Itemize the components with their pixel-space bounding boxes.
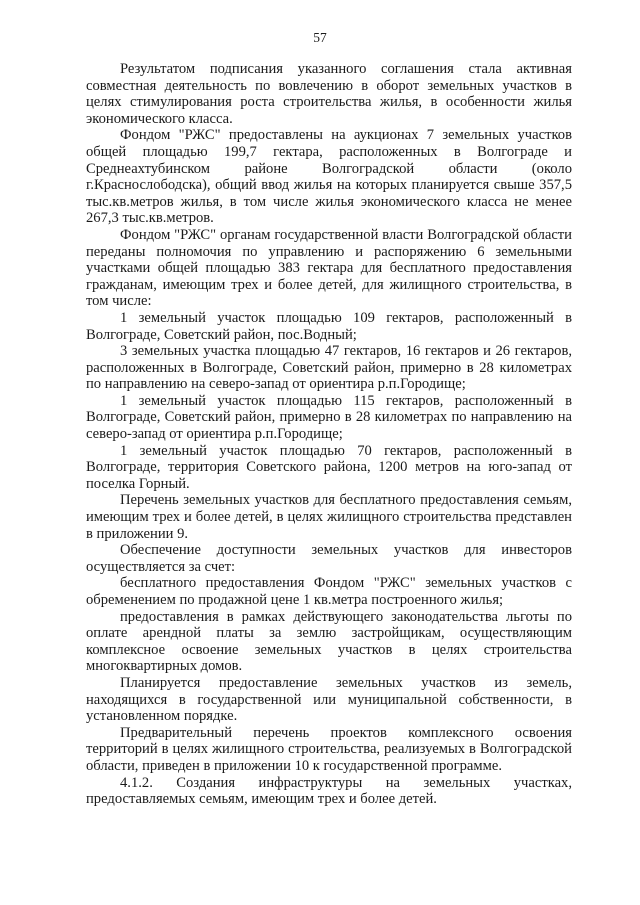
paragraph-11: предоставления в рамках действующего законодательства льготы по оплате арендной платы за землю застройщикам, осуществляющим комплексное освоение земельных участков в целях строительства многоквартирных домов. [86, 608, 572, 675]
paragraph-12: Планируется предоставление земельных участков из земель, находящихся в государственной или муниципальной собственности, в установленном порядке. [86, 674, 572, 725]
page-number: 57 [313, 30, 327, 45]
paragraph-7: 1 земельный участок площадью 70 гектаров, расположенный в Волгограде, территория Советского района, 1200 метров на юго-запад от поселка Горный. [86, 442, 572, 492]
paragraph-13: Предварительный перечень проектов комплексного освоения территорий в целях жилищного строительства, реализуемых в Волгоградской области, приведен в приложении 10 к государственной программе. [86, 724, 572, 774]
paragraph-8: Перечень земельных участков для бесплатного предоставления семьям, имеющим трех и более детей, в целях жилищного строительства представлен в приложении 9. [86, 492, 572, 542]
paragraph-6: 1 земельный участок площадью 115 гектаров, расположенный в Волгограде, Советский район, примерно в 28 километрах по направлению на северо-запад от ориентира р.п.Городище; [86, 392, 572, 443]
body-text [86, 61, 572, 808]
paragraph-4: 1 земельный участок площадью 109 гектаров, расположенный в Волгограде, Советский район, пос.Водный; [86, 309, 572, 343]
paragraph-5: 3 земельных участка площадью 47 гектаров, 16 гектаров и 26 гектаров, расположенных в Волгограде, Советский район, примерно в 28 километрах по направлению на северо-запад от ориентира р.п.Городище; [86, 343, 572, 393]
paragraph-2: Фондом "РЖС" предоставлены на аукционах 7 земельных участков общей площадью 199,7 гектара, расположенных в Волгограде и Среднеахтубинском районе Волгоградской области (около г.Краснослободска), общий ввод жилья на которых планируется свыше 357,5 тыс.кв.метров жилья, в том числе жилья экономического класса не менее 267,3 тыс.кв.метров. [86, 127, 572, 227]
paragraph-9: Обеспечение доступности земельных участков для инвесторов осуществляется за счет: [86, 542, 572, 575]
paragraph-3: Фондом "РЖС" органам государственной власти Волгоградской области переданы полномочия по управлению и распоряжению 6 земельными участками общей площадью 383 гектара для бесплатного предоставления гражданам, имеющим трех и более детей, для жилищного строительства, в том числе: [86, 226, 572, 310]
paragraph-10: бесплатного предоставления Фондом "РЖС" земельных участков с обременением по продажной цене 1 кв.метра построенного жилья; [86, 575, 572, 608]
paragraph-14: 4.1.2. Создания инфраструктуры на земельных участках, предоставляемых семьям, имеющим трех и более детей. [86, 774, 572, 808]
paragraph-1: Результатом подписания указанного соглашения стала активная совместная деятельность по вовлечению в оборот земельных участков в целях стимулирования роста строительства жилья, в особенности жилья экономического класса. [86, 61, 572, 127]
